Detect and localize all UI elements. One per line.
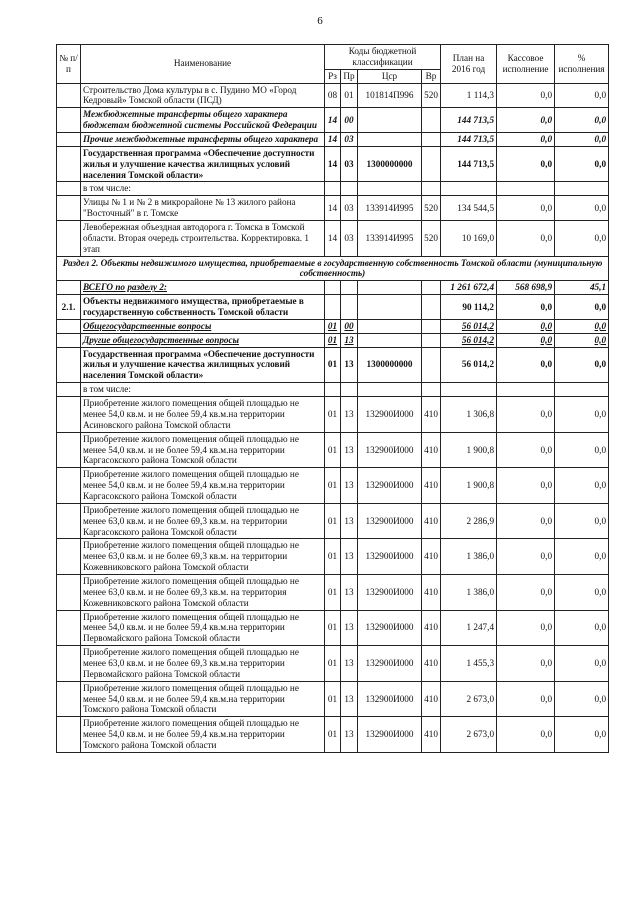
subsection-num: 2.1. <box>57 295 81 320</box>
row-cash: 0,0 <box>497 717 555 753</box>
row-plan: 10 169,0 <box>441 221 497 257</box>
subsection-row <box>57 295 609 320</box>
row-vr <box>422 146 441 182</box>
table-row <box>57 182 609 196</box>
row-cash: 0,0 <box>497 347 555 383</box>
header-vr: Вр <box>422 69 441 83</box>
section-title-row <box>57 256 609 281</box>
row-csr: 132900И000 <box>358 574 422 610</box>
row-pr: 03 <box>341 196 358 221</box>
row-cash: 0,0 <box>497 681 555 717</box>
table-row <box>57 133 609 147</box>
row-csr: 133914И995 <box>358 221 422 257</box>
row-cash: 0,0 <box>497 196 555 221</box>
row-cash: 0,0 <box>497 503 555 539</box>
total-label: ВСЕГО по разделу 2: <box>81 281 325 295</box>
row-name: Государственная программа «Обеспечение доступности жилья и улучшение качества жилищных условий населения Томской области» <box>81 146 325 182</box>
row-name: Общегосударственные вопросы <box>81 319 325 333</box>
subsection-name: Объекты недвижимого имущества, приобретаемые в государственную собственность Томской области <box>81 295 325 320</box>
row-pr: 01 <box>341 83 358 108</box>
header-cash: Кассовое исполнение <box>497 45 555 84</box>
row-pct: 0,0 <box>555 610 609 646</box>
row-csr: 1300000000 <box>358 347 422 383</box>
row-pr: 13 <box>341 333 358 347</box>
row-num <box>57 646 81 682</box>
section-title: Раздел 2. Объекты недвижимого имущества, приобретаемые в государственную собственность Томской области (муниципальную собственность) <box>57 256 609 281</box>
row-name: Строительство Дома культуры в с. Пудино МО «Город Кедровый» Томской области (ПСД) <box>81 83 325 108</box>
row-pct: 0,0 <box>555 83 609 108</box>
table-row <box>57 108 609 133</box>
row-rz: 01 <box>325 610 341 646</box>
row-cash: 0,0 <box>497 574 555 610</box>
row-rz: 01 <box>325 319 341 333</box>
row-pct: 0,0 <box>555 108 609 133</box>
row-vr: 410 <box>422 717 441 753</box>
row-cash: 0,0 <box>497 83 555 108</box>
row-name: Приобретение жилого помещения общей площадью не менее 63,0 кв.м. и не более 69,3 кв.м. на территории Каргасокского района Томской области <box>81 503 325 539</box>
header-pr: Пр <box>341 69 358 83</box>
row-name: Приобретение жилого помещения общей площадью не менее 63,0 кв.м. и не более 69,3 кв.м. на территории Кожевниковского района Томской области <box>81 539 325 575</box>
row-rz: 14 <box>325 133 341 147</box>
row-vr: 520 <box>422 196 441 221</box>
row-vr: 520 <box>422 83 441 108</box>
row-rz: 01 <box>325 681 341 717</box>
table-row <box>57 397 609 433</box>
header-num: № п/п <box>57 45 81 84</box>
row-vr: 410 <box>422 539 441 575</box>
row-rz: 14 <box>325 196 341 221</box>
row-pct: 0,0 <box>555 574 609 610</box>
row-vr: 520 <box>422 221 441 257</box>
row-plan: 2 673,0 <box>441 717 497 753</box>
row-cash: 0,0 <box>497 221 555 257</box>
header-plan: План на 2016 год <box>441 45 497 84</box>
row-plan: 144 713,5 <box>441 146 497 182</box>
row-cash: 0,0 <box>497 432 555 468</box>
budget-table <box>56 44 609 753</box>
row-pr: 00 <box>341 108 358 133</box>
header-csr: Цср <box>358 69 422 83</box>
row-plan: 1 247,4 <box>441 610 497 646</box>
row-pct: 0,0 <box>555 503 609 539</box>
row-pct: 0,0 <box>555 539 609 575</box>
row-vr: 410 <box>422 646 441 682</box>
row-name: Приобретение жилого помещения общей площадью не менее 54,0 кв.м. и не более 59,4 кв.м.на территории Каргасокского района Томской области <box>81 468 325 504</box>
row-name: Левобережная объездная автодорога г. Томска в Томской области. Вторая очередь строительства. Корректировка. 1 этап <box>81 221 325 257</box>
row-csr <box>358 133 422 147</box>
row-plan: 2 286,9 <box>441 503 497 539</box>
row-num <box>57 717 81 753</box>
row-plan: 1 114,3 <box>441 83 497 108</box>
header-pct: % исполнения <box>555 45 609 84</box>
row-vr: 410 <box>422 432 441 468</box>
row-csr: 133914И995 <box>358 196 422 221</box>
row-pct: 0,0 <box>555 221 609 257</box>
table-row <box>57 539 609 575</box>
row-pr: 13 <box>341 610 358 646</box>
row-plan: 56 014,2 <box>441 319 497 333</box>
row-plan: 1 455,3 <box>441 646 497 682</box>
row-csr: 101814П996 <box>358 83 422 108</box>
row-rz: 01 <box>325 717 341 753</box>
row-num <box>57 539 81 575</box>
row-num <box>57 574 81 610</box>
row-csr <box>358 108 422 133</box>
row-name: Улицы № 1 и № 2 в микрорайоне № 13 жилого района "Восточный" в г. Томске <box>81 196 325 221</box>
row-csr: 132900И000 <box>358 503 422 539</box>
row-num <box>57 610 81 646</box>
row-cash: 0,0 <box>497 610 555 646</box>
total-row <box>57 281 609 295</box>
row-name: Приобретение жилого помещения общей площадью не менее 54,0 кв.м. и не более 59,4 кв.м.на территории Первомайского района Томской области <box>81 610 325 646</box>
row-pct: 0,0 <box>555 432 609 468</box>
table-row <box>57 503 609 539</box>
row-name: Приобретение жилого помещения общей площадью не менее 54,0 кв.м. и не более 59,4 кв.м.на территории Асиновского района Томской области <box>81 397 325 433</box>
row-csr: 132900И000 <box>358 681 422 717</box>
subsection-pct: 0,0 <box>555 295 609 320</box>
total-plan: 1 261 672,4 <box>441 281 497 295</box>
row-pct: 0,0 <box>555 681 609 717</box>
row-pct: 0,0 <box>555 196 609 221</box>
row-cash: 0,0 <box>497 333 555 347</box>
row-rz: 01 <box>325 347 341 383</box>
table-row <box>57 333 609 347</box>
table-row <box>57 221 609 257</box>
row-plan: 1 306,8 <box>441 397 497 433</box>
row-vr: 410 <box>422 468 441 504</box>
row-csr: 132900И000 <box>358 468 422 504</box>
row-csr: 132900И000 <box>358 717 422 753</box>
row-pr: 03 <box>341 133 358 147</box>
row-pct: 0,0 <box>555 146 609 182</box>
table-row <box>57 383 609 397</box>
row-cash: 0,0 <box>497 646 555 682</box>
row-pr: 13 <box>341 397 358 433</box>
row-pr: 03 <box>341 146 358 182</box>
row-name: Приобретение жилого помещения общей площадью не менее 63,0 кв.м. и не более 69,3 кв.м. на территория Кожевниковского района Томской области <box>81 574 325 610</box>
row-num <box>57 681 81 717</box>
row-pct: 0,0 <box>555 717 609 753</box>
header-row <box>57 45 609 70</box>
row-pr: 13 <box>341 503 358 539</box>
row-plan: 144 713,5 <box>441 108 497 133</box>
row-name: Приобретение жилого помещения общей площадью не менее 63,0 кв.м. и не более 69,3 кв.м.на территории Первомайского района Томской области <box>81 646 325 682</box>
row-vr: 410 <box>422 610 441 646</box>
subsection-plan: 90 114,2 <box>441 295 497 320</box>
row-rz: 01 <box>325 397 341 433</box>
row-name: Прочие межбюджетные трансферты общего характера <box>81 133 325 147</box>
row-pr: 13 <box>341 681 358 717</box>
row-plan: 1 900,8 <box>441 432 497 468</box>
row-pct: 0,0 <box>555 333 609 347</box>
table-row <box>57 574 609 610</box>
row-pct: 0,0 <box>555 646 609 682</box>
row-cash: 0,0 <box>497 108 555 133</box>
row-csr: 1300000000 <box>358 146 422 182</box>
purchase-rows <box>57 397 609 753</box>
row-csr: 132900И000 <box>358 397 422 433</box>
row-name: Государственная программа «Обеспечение доступности жилья и улучшение качества жилищных условий населения Томской области» <box>81 347 325 383</box>
row-pr: 13 <box>341 347 358 383</box>
table-row <box>57 83 609 108</box>
row-vr <box>422 108 441 133</box>
row-num <box>57 503 81 539</box>
row-csr: 132900И000 <box>358 432 422 468</box>
row-plan: 134 544,5 <box>441 196 497 221</box>
row-cash: 0,0 <box>497 468 555 504</box>
row-plan: 2 673,0 <box>441 681 497 717</box>
row-plan: 144 713,5 <box>441 133 497 147</box>
row-cash: 0,0 <box>497 397 555 433</box>
program-row <box>57 347 609 383</box>
row-plan: 1 900,8 <box>441 468 497 504</box>
row-cash: 0,0 <box>497 539 555 575</box>
row-csr: 132900И000 <box>358 539 422 575</box>
row-rz: 08 <box>325 83 341 108</box>
subsection-cash: 0,0 <box>497 295 555 320</box>
header-rz: Рз <box>325 69 341 83</box>
row-name: Приобретение жилого помещения общей площадью не менее 54,0 кв.м. и не более 59,4 кв.м.на территории Томского района Томской области <box>81 681 325 717</box>
row-rz: 01 <box>325 333 341 347</box>
row-rz: 01 <box>325 646 341 682</box>
row-rz: 01 <box>325 432 341 468</box>
row-rz: 01 <box>325 539 341 575</box>
row-cash: 0,0 <box>497 133 555 147</box>
row-rz: 14 <box>325 108 341 133</box>
table-row <box>57 646 609 682</box>
row-pr: 13 <box>341 646 358 682</box>
row-vr: 410 <box>422 397 441 433</box>
row-name: Приобретение жилого помещения общей площадью не менее 54,0 кв.м. и не более 59,4 кв.м.на территории Томского района Томской области <box>81 717 325 753</box>
row-rz: 01 <box>325 468 341 504</box>
row-rz: 01 <box>325 574 341 610</box>
row-plan: 56 014,2 <box>441 347 497 383</box>
in-that-number: в том числе: <box>81 182 325 196</box>
row-csr: 132900И000 <box>358 610 422 646</box>
row-pr: 03 <box>341 221 358 257</box>
row-name: Другие общегосударственные вопросы <box>81 333 325 347</box>
row-plan: 1 386,0 <box>441 539 497 575</box>
table-row <box>57 196 609 221</box>
row-pct: 0,0 <box>555 468 609 504</box>
row-pr: 13 <box>341 432 358 468</box>
total-cash: 568 698,9 <box>497 281 555 295</box>
row-pr: 13 <box>341 574 358 610</box>
row-pct: 0,0 <box>555 319 609 333</box>
row-vr: 410 <box>422 574 441 610</box>
page-number: 6 <box>317 15 323 27</box>
row-cash: 0,0 <box>497 319 555 333</box>
row-vr <box>422 133 441 147</box>
row-name: Межбюджетные трансферты общего характера бюджетам бюджетной системы Российской Федерации <box>81 108 325 133</box>
row-pr: 00 <box>341 319 358 333</box>
table-row <box>57 468 609 504</box>
row-pr: 13 <box>341 468 358 504</box>
header-name: Наименование <box>81 45 325 84</box>
row-pct: 0,0 <box>555 347 609 383</box>
row-cash: 0,0 <box>497 146 555 182</box>
row-rz: 01 <box>325 503 341 539</box>
table-row <box>57 610 609 646</box>
table-row <box>57 432 609 468</box>
in-that-number: в том числе: <box>81 383 325 397</box>
table-row <box>57 717 609 753</box>
row-pr: 13 <box>341 539 358 575</box>
row-pct: 0,0 <box>555 133 609 147</box>
table-row <box>57 319 609 333</box>
table-row <box>57 681 609 717</box>
row-num <box>57 432 81 468</box>
row-pct: 0,0 <box>555 397 609 433</box>
row-num <box>57 397 81 433</box>
row-name: Приобретение жилого помещения общей площадью не менее 54,0 кв.м. и не более 59,4 кв.м.на территории Каргасокского района Томской области <box>81 432 325 468</box>
row-pr: 13 <box>341 717 358 753</box>
row-plan: 56 014,2 <box>441 333 497 347</box>
row-num <box>57 468 81 504</box>
row-plan: 1 386,0 <box>441 574 497 610</box>
header-codes: Коды бюджетной классификации <box>325 45 441 70</box>
row-rz: 14 <box>325 221 341 257</box>
row-vr: 410 <box>422 681 441 717</box>
row-csr: 132900И000 <box>358 646 422 682</box>
row-vr: 410 <box>422 503 441 539</box>
total-pct: 45,1 <box>555 281 609 295</box>
table-row <box>57 146 609 182</box>
row-rz: 14 <box>325 146 341 182</box>
